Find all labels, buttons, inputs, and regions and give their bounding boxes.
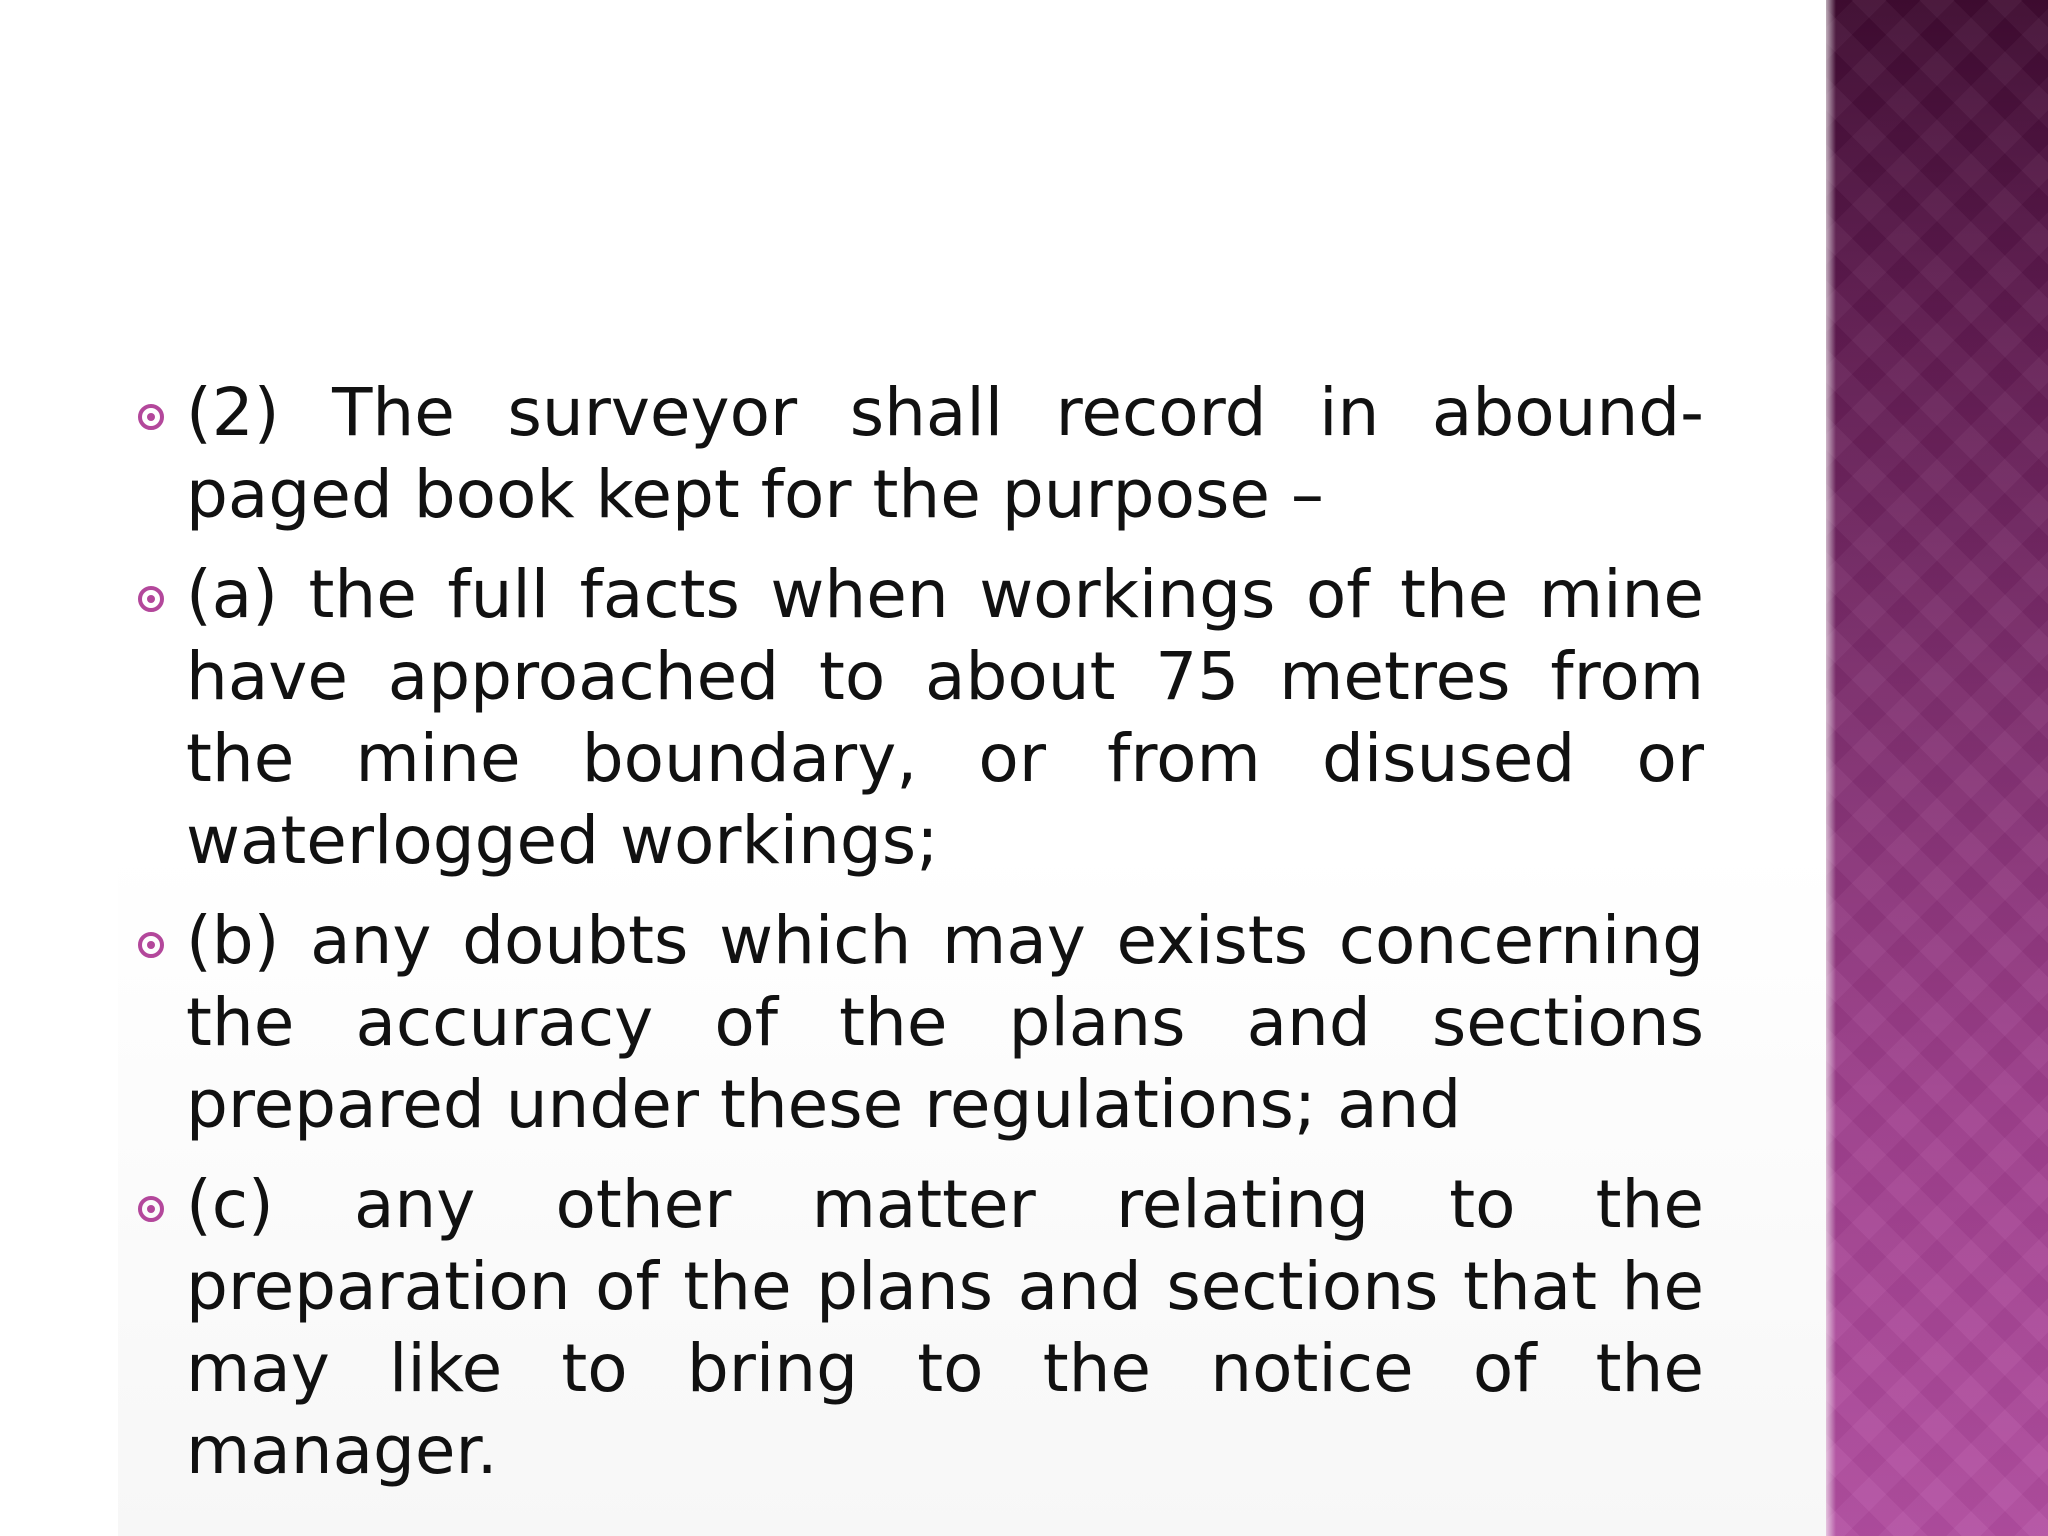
bullet-text: (b) any doubts which may exists concerning the accuracy of the plans and sections prepared under these regulations; and (186, 902, 1704, 1143)
bullet-text: (c) any other matter relating to the preparation of the plans and sections that he may like to bring to the notice of the manager. (186, 1166, 1704, 1489)
bullet-circle-icon (138, 932, 164, 958)
bullet-circle-icon (138, 404, 164, 430)
bullet-item-a (138, 554, 1704, 882)
bullet-text: (a) the full facts when workings of the mine have approached to about 75 metres from the mine boundary, or from disused or waterlogged workings; (186, 556, 1704, 879)
bullet-circle-icon (138, 586, 164, 612)
bullet-item-b (138, 900, 1704, 1146)
bullet-item-c (138, 1164, 1704, 1492)
bullet-text: (2) The surveyor shall record in abound-paged book kept for the purpose – (186, 374, 1704, 533)
decorative-side-band (1826, 0, 2048, 1536)
bullet-item-2 (138, 372, 1704, 536)
bullet-circle-icon (138, 1196, 164, 1222)
bullet-list (138, 372, 1704, 1510)
